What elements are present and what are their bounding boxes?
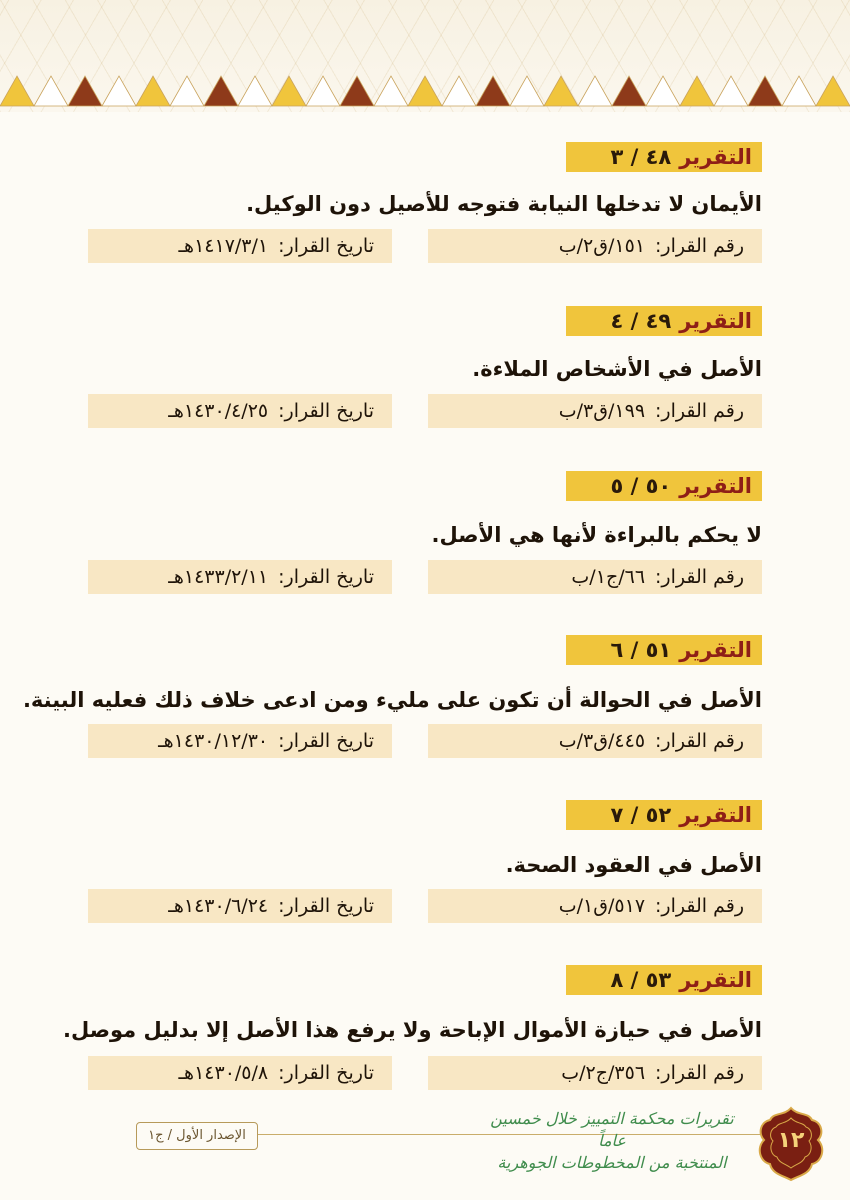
decision-date-label: تاريخ القرار: xyxy=(278,730,374,752)
entry-text: الأصل في العقود الصحة. xyxy=(505,853,762,877)
entry-title-label: التقرير xyxy=(679,309,752,333)
entry-title-label: التقرير xyxy=(679,145,752,169)
entry-text: الأصل في الحوالة أن تكون على مليء ومن ادعى خلاف ذلك فعليه البينة. xyxy=(22,688,762,712)
page-number-badge xyxy=(756,1106,826,1182)
entry-title xyxy=(566,142,762,172)
decision-number-label: رقم القرار: xyxy=(655,235,744,257)
decision-number-value: ١٥١/ق٢/ب xyxy=(558,235,646,257)
decision-number-label: رقم القرار: xyxy=(655,730,744,752)
page-number: ١٢ xyxy=(777,1128,805,1153)
edition-label: الإصدار الأول / ج١ xyxy=(136,1122,258,1150)
decision-number xyxy=(428,1056,762,1090)
entry-text: الأصل في حيازة الأموال الإباحة ولا يرفع هذا الأصل إلا بدليل موصل. xyxy=(63,1018,762,1042)
decision-number-value: ٥١٧/ق١/ب xyxy=(558,895,646,917)
decision-date xyxy=(88,229,392,263)
entry-title-numbers: ٥١ / ٦ xyxy=(610,638,672,662)
decision-date-value: ١٤٣٠/٥/٨هـ xyxy=(178,1062,269,1084)
decision-number xyxy=(428,229,762,263)
entry-title xyxy=(566,800,762,830)
decision-date-label: تاريخ القرار: xyxy=(278,895,374,917)
entry-title-numbers: ٥٠ / ٥ xyxy=(610,474,672,498)
decision-number-value: ١٩٩/ق٣/ب xyxy=(558,400,646,422)
entry-title-numbers: ٥٣ / ٨ xyxy=(610,968,672,992)
decision-number-label: رقم القرار: xyxy=(655,895,744,917)
entry-title-label: التقرير xyxy=(679,638,752,662)
decision-number-label: رقم القرار: xyxy=(655,400,744,422)
entry-title-numbers: ٤٨ / ٣ xyxy=(610,145,672,169)
entry-text: لا يحكم بالبراءة لأنها هي الأصل. xyxy=(431,523,762,547)
entry-title xyxy=(566,471,762,501)
decision-number xyxy=(428,560,762,594)
calligraphy-line-2: المنتخبة من المخطوطات الجوهرية xyxy=(497,1153,727,1172)
entry-text: الأيمان لا تدخلها النيابة فتوجه للأصيل دون الوكيل. xyxy=(246,192,762,216)
decision-date-value: ١٤١٧/٣/١هـ xyxy=(178,235,269,257)
entry-title-label: التقرير xyxy=(679,474,752,498)
decision-date xyxy=(88,560,392,594)
decision-number-value: ٤٤٥/ق٣/ب xyxy=(558,730,646,752)
entry-title-label: التقرير xyxy=(679,968,752,992)
decision-date xyxy=(88,1056,392,1090)
decision-date-value: ١٤٣٠/٦/٢٤هـ xyxy=(168,895,269,917)
decision-date-label: تاريخ القرار: xyxy=(278,1062,374,1084)
entry-text: الأصل في الأشخاص الملاءة. xyxy=(472,357,762,381)
decision-number-value: ٣٥٦/ج٢/ب xyxy=(561,1062,646,1084)
entry-title-label: التقرير xyxy=(679,803,752,827)
decision-date-label: تاريخ القرار: xyxy=(278,235,374,257)
decision-date-value: ١٤٣٠/١٢/٣٠هـ xyxy=(158,730,269,752)
decision-date xyxy=(88,394,392,428)
decision-date-value: ١٤٣٠/٤/٢٥هـ xyxy=(168,400,269,422)
decision-date xyxy=(88,724,392,758)
entry-title-numbers: ٤٩ / ٤ xyxy=(610,309,672,333)
entry-title xyxy=(566,306,762,336)
decision-date-label: تاريخ القرار: xyxy=(278,400,374,422)
decision-date-label: تاريخ القرار: xyxy=(278,566,374,588)
decision-number xyxy=(428,724,762,758)
decision-number xyxy=(428,889,762,923)
decision-date-value: ١٤٣٣/٢/١١هـ xyxy=(168,566,269,588)
book-title-calligraphy xyxy=(482,1108,742,1174)
decision-number xyxy=(428,394,762,428)
decision-number-label: رقم القرار: xyxy=(655,566,744,588)
decision-date xyxy=(88,889,392,923)
entry-title xyxy=(566,965,762,995)
decision-number-label: رقم القرار: xyxy=(655,1062,744,1084)
decision-number-value: ٦٦/ج١/ب xyxy=(571,566,646,588)
entry-title-numbers: ٥٢ / ٧ xyxy=(610,803,672,827)
calligraphy-line-1: تقريرات محكمة التمييز خلال خمسين عاماً xyxy=(490,1109,734,1150)
entry-title xyxy=(566,635,762,665)
